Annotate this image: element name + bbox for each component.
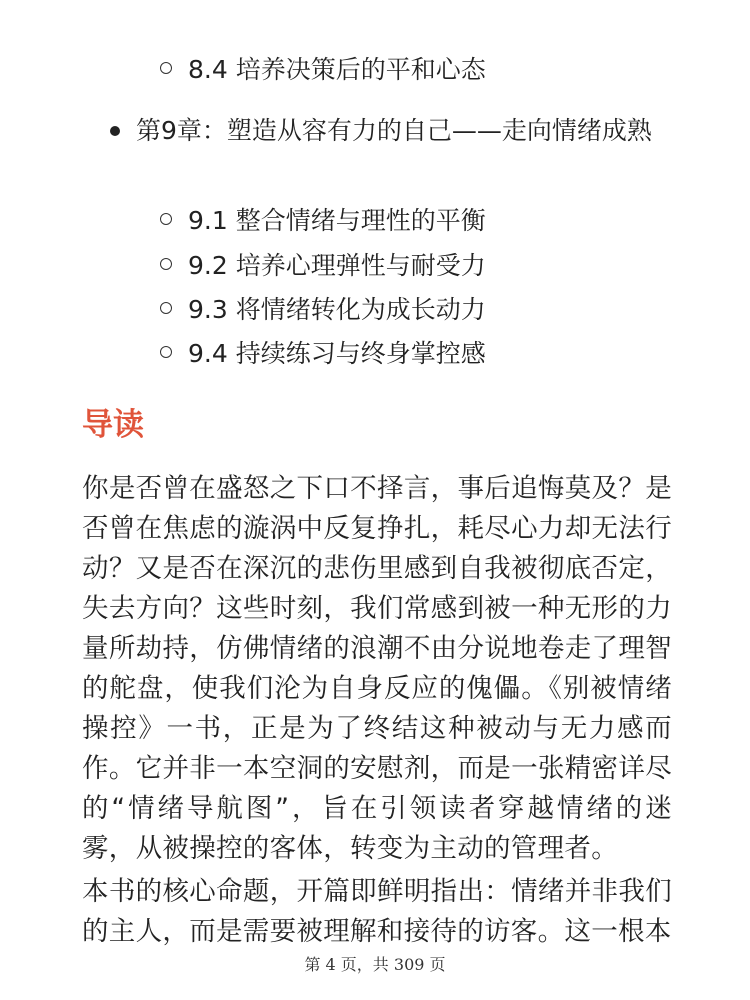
toc-item-9-2[interactable] <box>160 251 486 281</box>
toc-chapter-9[interactable] <box>110 108 690 154</box>
toc-item-label: 9.2 培养心理弹性与耐受力 <box>188 251 486 280</box>
toc-item-label: 9.4 持续练习与终身掌控感 <box>188 339 486 368</box>
intro-paragraph-1: 你是否曾在盛怒之下口不择言，事后追悔莫及？是否曾在焦虑的漩涡中反复挣扎，耗尽心力却无法行动？又是否在深沉的悲伤里感到自我被彻底否定，失去方向？这些时刻，我们常感到被一种无形的力量所劫持，仿佛情绪的浪潮不由分说地卷走了理智的舵盘，使我们沦为自身反应的傀儡。《别被情绪操控》一书，正是为了终结这种被动与无力感而作。它并非一本空洞的安慰剂，而是一张精密详尽的“情绪导航图”，旨在引领读者穿越情绪的迷雾，从被操控的客体，转变为主动的管理者。 <box>82 473 672 864</box>
toc-item-8-4[interactable] <box>160 55 486 85</box>
circle-bullet-icon <box>160 62 172 74</box>
toc-item-label: 9.3 将情绪转化为成长动力 <box>188 295 486 324</box>
section-heading: 导读 <box>82 407 144 443</box>
circle-bullet-icon <box>160 213 172 225</box>
toc-item-9-4[interactable] <box>160 339 486 369</box>
toc-chapter-label: 第9章：塑造从容有力的自己——走向情绪成熟 <box>136 116 652 145</box>
toc-item-label: 9.1 整合情绪与理性的平衡 <box>188 206 486 235</box>
page-number-footer: 第 4 页，共 309 页 <box>304 955 446 974</box>
circle-bullet-icon <box>160 302 172 314</box>
intro-paragraph-2: 本书的核心命题，开篇即鲜明指出：情绪并非我们的主人，而是需要被理解和接待的访客。这一根本 <box>82 876 672 947</box>
toc-item-label: 8.4 培养决策后的平和心态 <box>188 55 486 84</box>
bullet-icon <box>110 126 120 136</box>
circle-bullet-icon <box>160 258 172 270</box>
toc-item-9-3[interactable] <box>160 295 486 325</box>
toc-item-9-1[interactable] <box>160 206 486 236</box>
circle-bullet-icon <box>160 346 172 358</box>
